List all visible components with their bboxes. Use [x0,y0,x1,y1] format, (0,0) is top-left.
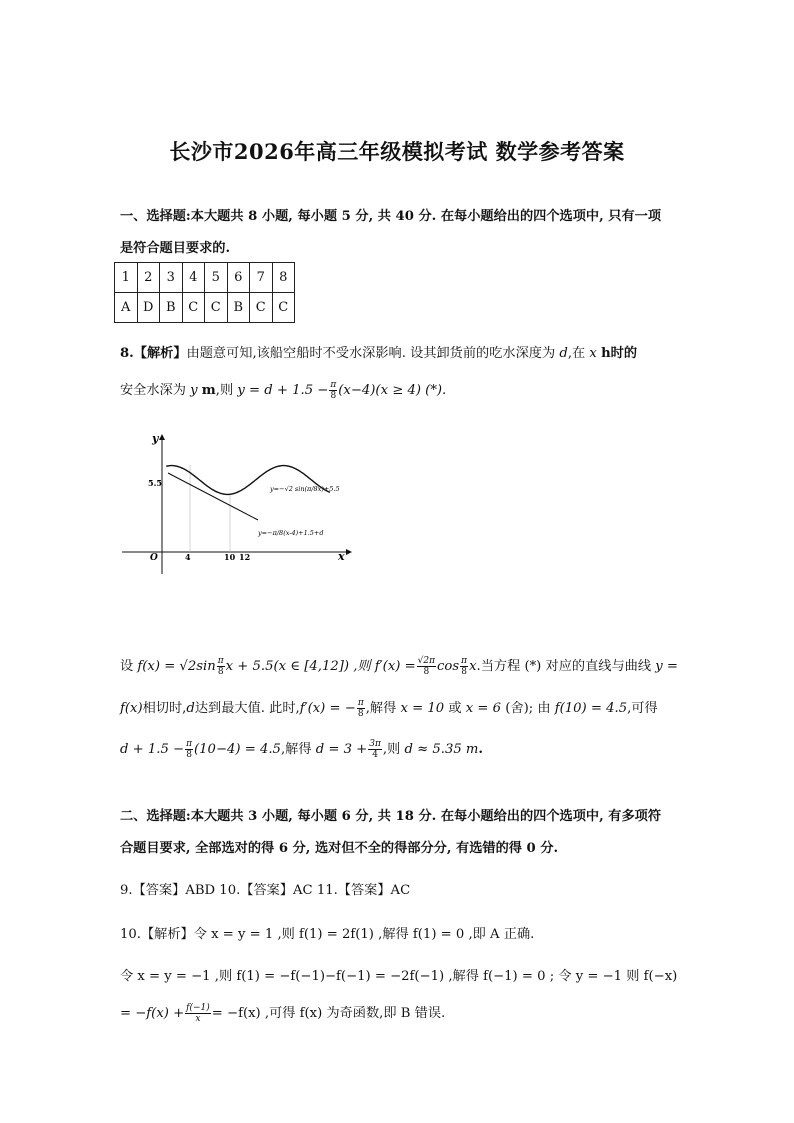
table-cell: 2 [137,263,160,293]
text: 相切时, [142,701,187,716]
text: 或 [448,701,462,716]
curve-label: y=−√2 sin(π/8x)+5.5 [270,485,340,493]
section2-answers: 9.【答案】ABD 10.【答案】AC 11.【答案】AC [120,883,411,898]
text: m [201,383,216,398]
math: x [589,346,597,361]
numerator: π [461,656,468,666]
q10-line1: 10.【解析】令 x = y = 1 ,则 f(1) = 2f(1) ,解得 f(1) = 0 ,即 A 正确. [120,927,535,942]
text: ,解得 [280,742,312,757]
math: f(10) = 4.5 [554,701,628,716]
fraction [329,380,337,401]
math: f′(x) = − [299,701,356,716]
q8-label: 8.【解析】 [120,346,187,361]
table-cell: C [272,293,295,323]
q8-line2 [120,380,680,401]
denominator: 8 [217,667,224,677]
numerator: √2π [417,656,436,666]
tangent-line [168,473,258,520]
fraction [217,656,225,677]
text: 设 [120,659,134,674]
q8-line4 [120,698,680,719]
numerator: π [330,380,337,390]
math: y = d + 1.5 − [237,383,329,398]
text: ,可得 [627,701,658,716]
fraction [460,656,468,677]
denominator: 8 [330,391,337,401]
x-tick-label: 4 [185,552,191,562]
numerator: π [357,698,364,708]
answer-table [114,262,295,323]
y-tick-label: 5.5 [148,478,162,488]
q8-line1 [120,344,680,364]
table-cell: A [115,293,138,323]
math: f′(x) = [374,659,416,674]
text: . [478,742,484,757]
math: (10−4) = 4.5 [194,742,281,757]
text: 安全水深为 [120,383,186,398]
function-graph [118,428,358,578]
table-cell: C [182,293,205,323]
fraction [185,1003,211,1024]
table-cell: 6 [227,263,250,293]
math: x = 10 [400,701,445,716]
fraction [368,739,382,760]
x-axis-label: x [338,550,345,563]
math: d = 3 + [315,742,368,757]
q8-line5 [120,739,680,760]
table-cell: 5 [205,263,228,293]
math: x [469,659,477,674]
math: d + 1.5 − [120,742,185,757]
math: (x−4)(x ≥ 4) (*). [338,383,447,398]
table-cell: C [205,293,228,323]
denominator: 8 [357,709,364,719]
x-axis-arrow [346,549,352,555]
denominator: x [195,1014,201,1024]
text: 由题意可知,该船空船时不受水深影响. 设其卸货前的吃水深度为 [186,346,556,361]
fraction [417,656,436,677]
table-cell: B [160,293,183,323]
section1-heading-line2: 是符合题目要求的. [120,241,231,256]
math: y = [655,659,678,674]
table-cell: 4 [182,263,205,293]
denominator: 8 [461,667,467,677]
denominator: 8 [186,750,192,760]
origin-label: O [150,553,158,563]
table-cell: 1 [115,263,138,293]
math: = −f(x) + [120,1006,185,1021]
answer-table-numbers-row [115,263,295,293]
line-label: y=−π/8(x-4)+1.5+d [258,529,324,537]
table-cell: D [137,293,160,323]
numerator: f(−1) [186,1003,210,1013]
math: f(x) [120,701,143,716]
numerator: π [186,739,193,749]
denominator: 4 [372,750,378,760]
text: 达到最大值. 此时, [194,701,300,716]
math: cos [437,659,460,674]
table-cell: C [250,293,273,323]
table-cell: 8 [272,263,295,293]
fraction [357,698,365,719]
fraction [185,739,193,760]
math: d [186,701,195,716]
table-cell: 7 [250,263,273,293]
q8-line3 [120,656,680,677]
text: h时的 [601,346,638,361]
numerator: 3π [369,739,381,749]
q10-line3 [120,1003,680,1024]
math: x = 6 [465,701,502,716]
text: (舍); 由 [505,701,551,716]
math: d ≈ 5.35 m [404,742,479,757]
section2-heading-line2: 合题目要求, 全部选对的得 6 分, 选对但不全的得部分分, 有选错的得 0 分. [120,841,559,856]
table-cell: B [227,293,250,323]
text: ,则 [215,383,234,398]
math: f(x) = √2sin [137,659,216,674]
page-title: 长沙市2026年高三年级模拟考试 数学参考答案 [169,139,625,164]
math: d [559,346,568,361]
numerator: π [217,656,224,666]
text: ,在 [567,346,586,361]
text: ,则 [382,742,401,757]
denominator: 8 [423,667,430,677]
q10-line2: 令 x = y = −1 ,则 f(1) = −f(−1)−f(−1) = −2f(−1) ,解得 f(−1) = 0 ; 令 y = −1 则 f(−x) [120,969,678,984]
math: x + 5.5(x ∈ [4,12]) ,则 [225,659,371,674]
text: = −f(x) ,可得 f(x) 为奇函数,即 B 错误. [211,1006,446,1021]
y-axis-arrow [159,434,165,440]
math: y [190,383,198,398]
text: .当方程 (*) 对应的直线与曲线 [476,659,652,674]
table-cell: 3 [160,263,183,293]
section2-heading-line1: 二、选择题:本大题共 3 小题, 每小题 6 分, 共 18 分. 在每小题给出的四个选项中, 有多项符 [120,809,662,824]
section1-heading-line1: 一、选择题:本大题共 8 小题, 每小题 5 分, 共 40 分. 在每小题给出的四个选项中, 只有一项 [120,209,662,224]
x-tick-label: 10 [224,552,236,562]
x-tick-label: 12 [239,552,251,562]
y-axis-label: y [152,432,159,445]
answer-table-answers-row [115,293,295,323]
text: ,解得 [365,701,397,716]
